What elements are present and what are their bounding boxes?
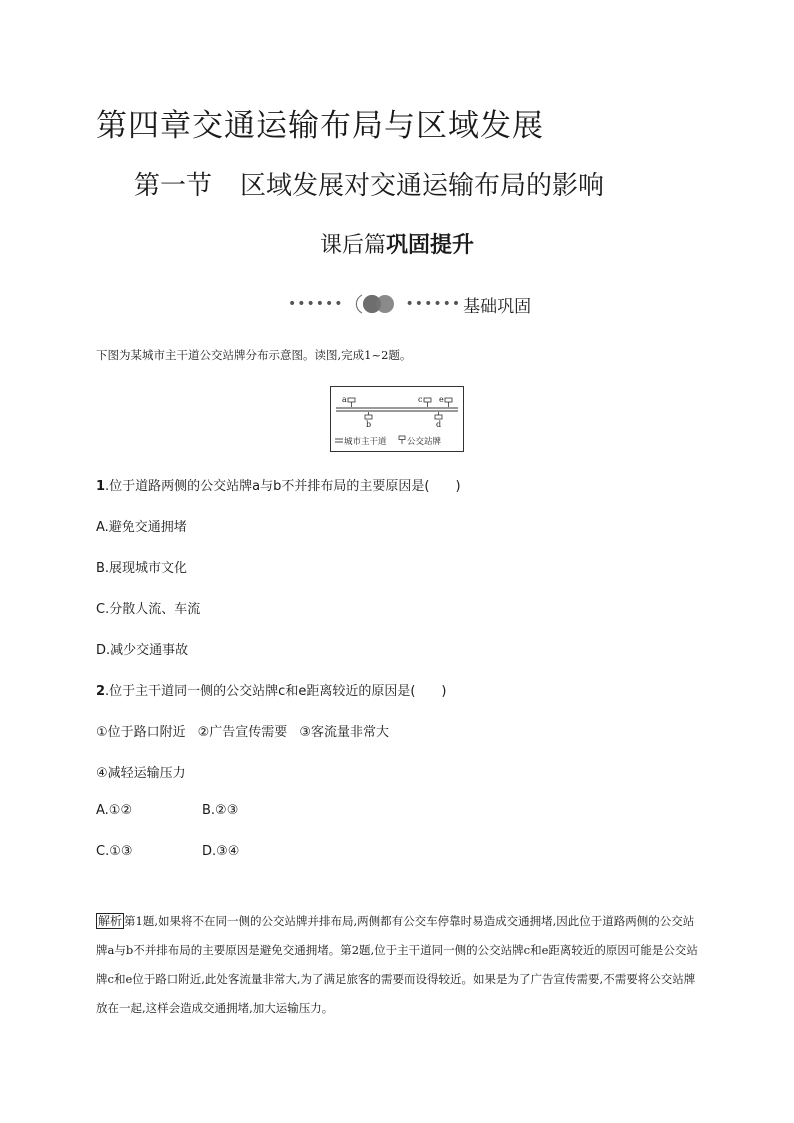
label-c: c [418, 395, 423, 404]
question-2-option-d: D.③④ [202, 844, 240, 859]
label-a: a [342, 395, 347, 404]
question-1-option-b: B.展现城市文化 [96, 561, 188, 576]
question-1-option-a: A.避免交通拥堵 [96, 520, 187, 535]
question-2-option-c: C.①③ [96, 844, 133, 859]
basic-section-header [288, 292, 531, 316]
question-2-item-3: ③客流量非常大 [299, 725, 389, 740]
subheading-normal: 课后篇 [319, 233, 386, 258]
legend-road-label: 城市主干道 [344, 437, 387, 447]
question-2 [96, 680, 446, 699]
question-1-stem: .位于道路两侧的公交站牌a与b不并排布局的主要原因是( ) [105, 479, 461, 494]
question-1-option-d: D.减少交通事故 [96, 643, 189, 658]
question-2-item-1: ①位于路口附近 [96, 725, 186, 740]
analysis-block [96, 907, 700, 1023]
double-circle-icon [348, 292, 402, 316]
question-1-number: 1 [96, 479, 106, 494]
basic-section-label: 基础巩固 [463, 296, 532, 317]
subheading [0, 228, 794, 259]
section-number: 第一节 [134, 171, 213, 201]
question-2-number: 2 [96, 684, 106, 699]
label-e: e [439, 395, 444, 404]
question-1-option-c: C.分散人流、车流 [96, 602, 201, 617]
legend-sign-label: 公交站牌 [407, 437, 442, 447]
question-2-item-4: ④减轻运输压力 [96, 766, 186, 781]
label-b: b [366, 420, 372, 429]
intro-text: 下图为某城市主干道公交站牌分布示意图。读图,完成1~2题。 [96, 348, 412, 362]
question-2-items [96, 721, 389, 740]
analysis-text: 第1题,如果将不在同一侧的公交站牌并排布局,两侧都有公交车停靠时易造成交通拥堵,因此位于道路两侧的公交站牌a与b不并排布局的主要原因是避免交通拥堵。第2题,位于主干道同一侧的公交站牌c和e距离较近的原因可能是公交站牌c和e位于路口附近,此处客流量非常大,为了满足旅客的需要而设得较近。如果是为了广告宣传需要,不需要将公交站牌放在一起,这样会造成交通拥堵,加大运输压力。 [96, 914, 698, 1015]
question-2-stem: .位于主干道同一侧的公交站牌c和e距离较近的原因是( ) [105, 684, 447, 699]
label-d: d [436, 420, 442, 429]
question-2-item-2: ②广告宣传需要 [197, 725, 288, 740]
analysis-tag: 解析 [98, 914, 123, 928]
chapter-title: 第四章交通运输布局与区域发展 [96, 108, 544, 144]
subheading-bold: 巩固提升 [386, 233, 475, 258]
dots-right: •••••• [405, 296, 462, 312]
dots-left: •••••• [288, 296, 344, 312]
question-2-option-a: A.①② [96, 803, 133, 818]
section-title [134, 165, 604, 202]
section-name: 区域发展对交通运输布局的影响 [240, 171, 605, 201]
question-2-option-b: B.②③ [202, 803, 239, 818]
bus-stop-diagram [330, 386, 464, 452]
question-1 [96, 475, 461, 494]
